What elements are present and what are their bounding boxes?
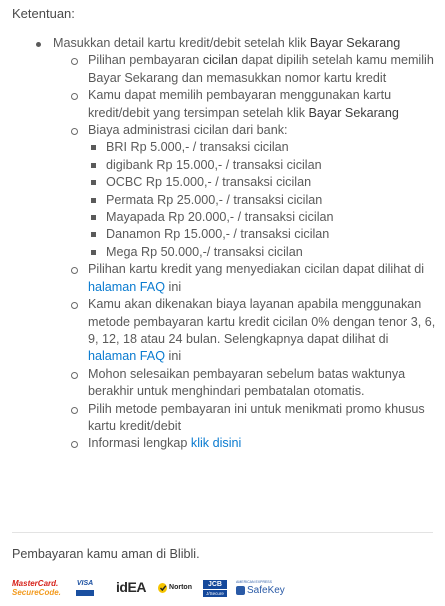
safekey-row <box>236 585 285 597</box>
bank-fee-item <box>88 157 439 174</box>
square-bullet-icon <box>91 232 96 237</box>
square-bullet-icon <box>91 215 96 220</box>
subitem-text: Pilihan kartu kredit yang menyediakan cicilan dapat dilihat di <box>88 262 425 277</box>
bank-fee-list <box>88 139 439 261</box>
section-title: Ketentuan: <box>12 6 75 21</box>
bank-fee-text: BRI Rp 5.000,- / transaksi cicilan <box>106 140 289 155</box>
main-item-bold: Bayar Sekarang <box>309 36 401 50</box>
amex-box-icon <box>236 586 245 595</box>
bank-fee-item <box>88 244 439 261</box>
bank-fee-item <box>88 139 439 156</box>
secure-payment-text: Pembayaran kamu aman di Blibli. <box>12 547 200 561</box>
amex-safekey-logo <box>236 576 286 600</box>
faq-link[interactable]: halaman FAQ <box>88 279 166 294</box>
subitem-bold: Bayar Sekarang <box>308 105 399 120</box>
bank-fee-item <box>88 226 439 243</box>
mastercard-securecode-logo <box>12 576 61 600</box>
square-bullet-icon <box>91 250 96 255</box>
subitem-saved-card <box>53 87 439 122</box>
main-item-text: Masukkan detail kartu kredit/debit setelah klik <box>53 36 310 50</box>
security-logos <box>12 576 432 600</box>
securecode-logo-text: SecureCode. <box>12 588 61 597</box>
subitem-service-fee <box>53 296 439 366</box>
circle-bullet-icon <box>71 407 78 414</box>
subitem-text: Informasi lengkap <box>88 436 191 451</box>
circle-bullet-icon <box>71 302 78 309</box>
jsecure-logo-text: J/Secure <box>203 590 227 597</box>
square-bullet-icon <box>91 198 96 203</box>
terms-list <box>33 35 439 453</box>
idea-logo-text: idEA <box>116 579 146 596</box>
subitem-text: Mohon selesaikan pembayaran sebelum batas waktunya berakhir untuk menghindari pembatalan otomatis. <box>88 366 406 399</box>
subitem-promo <box>53 401 439 436</box>
square-bullet-icon <box>91 163 96 168</box>
disc-bullet-icon <box>36 42 41 47</box>
subitem-bold: cicilan <box>202 53 238 68</box>
bank-fee-text: OCBC Rp 15.000,- / transaksi cicilan <box>106 175 312 190</box>
square-bullet-icon <box>91 145 96 150</box>
subitem-admin-fee <box>53 122 439 261</box>
bank-fee-text: Permata Rp 25.000,- / transaksi cicilan <box>106 192 323 207</box>
subitem-text: Kamu dapat memilih pembayaran menggunakan kartu kredit/debit yang tersimpan setelah klik <box>88 88 392 120</box>
bank-fee-item <box>88 192 439 209</box>
subitem-faq-cards <box>53 261 439 296</box>
mastercard-logo-text: MasterCard. <box>12 579 59 588</box>
subitem-info <box>53 435 439 452</box>
terms-item-main <box>33 35 439 453</box>
subitem-text: dapat dipilih setelah kamu memilih Bayar Sekarang dan memasukkan nomor kartu kredit <box>88 53 434 85</box>
subitem-text: Pilihan pembayaran <box>88 53 203 68</box>
norton-logo-text: Norton <box>169 584 192 592</box>
circle-bullet-icon <box>71 372 78 379</box>
idea-logo <box>114 576 148 600</box>
subitem-text: Pilih metode pembayaran ini untuk menikmati promo khusus kartu kredit/debit <box>88 401 425 433</box>
bank-fee-text: Mayapada Rp 20.000,- / transaksi cicilan <box>106 210 334 225</box>
terms-sublist <box>53 52 439 452</box>
subitem-deadline <box>53 366 439 401</box>
norton-check-icon <box>158 583 167 593</box>
circle-bullet-icon <box>71 93 78 100</box>
subitem-text: Kamu akan dikenakan biaya layanan apabila menggunakan metode pembayaran kartu kredit cicilan 0% dengan tenor 3, 6, 9, 12, 18 atau 24 bulan. Selengkapnya dapat dilihat di <box>88 297 436 346</box>
subitem-cicilan <box>53 52 439 87</box>
jcb-jsecure-logo <box>202 576 228 600</box>
circle-bullet-icon <box>71 441 78 448</box>
safekey-logo-text: SafeKey <box>247 584 285 596</box>
click-here-link[interactable]: klik disini <box>190 436 242 451</box>
subitem-text: Biaya administrasi cicilan dari bank: <box>88 123 288 138</box>
verified-by-visa-logo <box>74 576 96 600</box>
circle-bullet-icon <box>71 267 78 274</box>
amex-logo-text: AMERICAN EXPRESS <box>236 579 272 584</box>
bank-fee-item <box>88 209 439 226</box>
circle-bullet-icon <box>71 58 78 65</box>
visa-bar-icon <box>76 590 94 596</box>
subitem-text: ini <box>165 349 182 364</box>
bank-fee-text: Danamon Rp 15.000,- / transaksi cicilan <box>106 227 330 242</box>
faq-link[interactable]: halaman FAQ <box>88 349 166 364</box>
bank-fee-text: Mega Rp 50.000,-/ transaksi cicilan <box>106 244 303 259</box>
norton-logo <box>158 576 192 600</box>
subitem-text: ini <box>165 279 182 294</box>
square-bullet-icon <box>91 180 96 185</box>
bank-fee-item <box>88 174 439 191</box>
visa-logo-text: VISA <box>76 580 94 587</box>
circle-bullet-icon <box>71 128 78 135</box>
divider <box>12 532 433 533</box>
jcb-logo-text: JCB <box>203 580 227 589</box>
bank-fee-text: digibank Rp 15.000,- / transaksi cicilan <box>106 157 322 172</box>
